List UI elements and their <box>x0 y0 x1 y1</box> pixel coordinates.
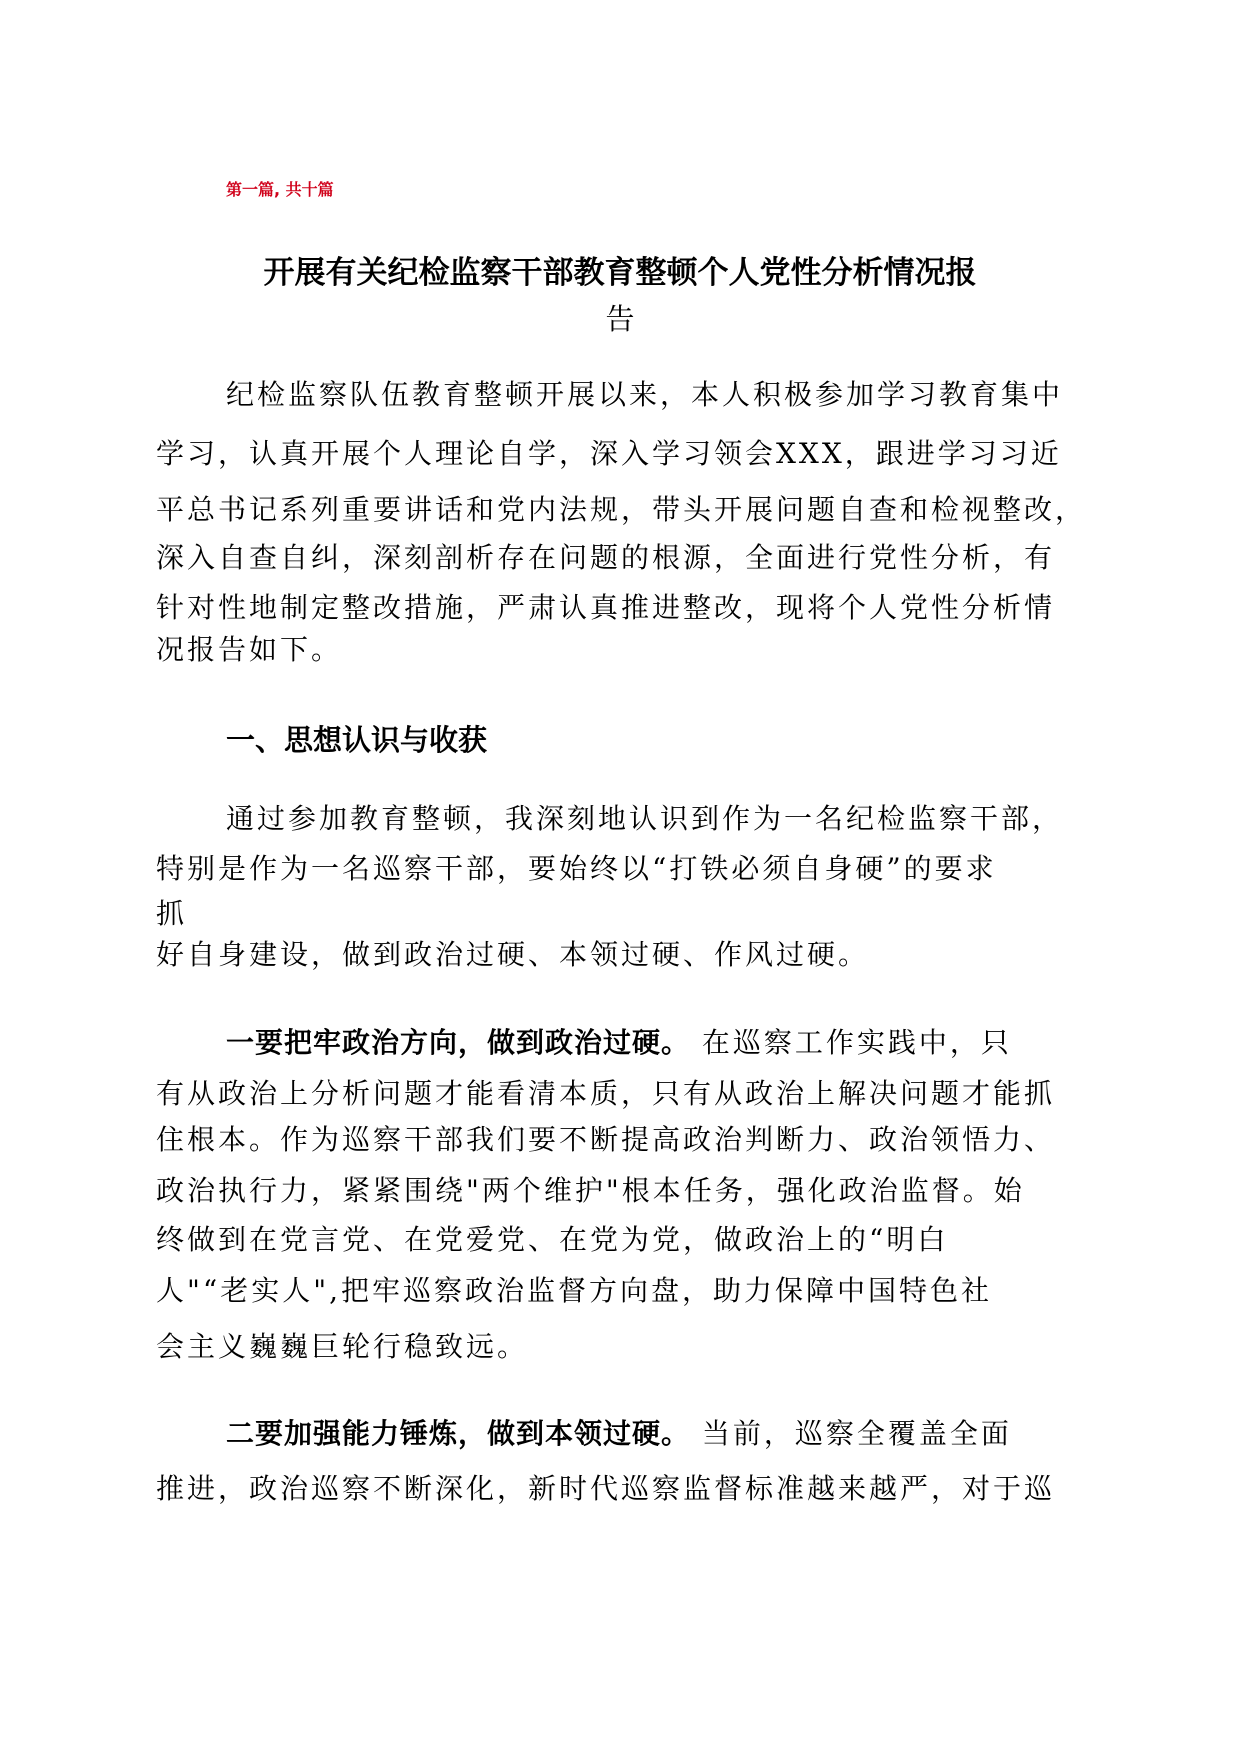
intro-line: 纪检监察队伍教育整顿开展以来，本人积极参加学习教育集中 <box>226 378 1064 411</box>
paragraph-line: 有从政治上分析问题才能看清本质，只有从政治上解决问题才能抓 <box>156 1077 1056 1110</box>
paragraph-line <box>226 1026 1012 1059</box>
document-title-line-2: 告 <box>605 302 635 336</box>
intro-line: 学习，认真开展个人理论自学，深入学习领会XXX，跟进学习习近 <box>156 437 1062 470</box>
intro-line: 针对性地制定整改措施，严肃认真推进整改，现将个人党性分析情 <box>156 591 1056 624</box>
paragraph-lead: 二要加强能力锤炼，做到本领过硬。 <box>226 1417 691 1450</box>
paragraph-line <box>226 1417 1012 1450</box>
paragraph-line: 人"“老实人",把牢巡察政治监督方向盘，助力保障中国特色社 <box>156 1274 992 1307</box>
section-heading: 一、思想认识与收获 <box>226 723 488 757</box>
paragraph-line: 好自身建设，做到政治过硬、本领过硬、作风过硬。 <box>156 938 870 971</box>
paragraph-line: 终做到在党言党、在党爱党、在党为党，做政治上的“明白 <box>156 1223 949 1256</box>
paragraph-lead: 一要把牢政治方向，做到政治过硬。 <box>226 1026 691 1059</box>
intro-line: 深入自查自纠，深刻剖析存在问题的根源，全面进行党性分析，有 <box>156 541 1056 574</box>
paragraph-line: 住根本。作为巡察干部我们要不断提高政治判断力、政治领悟力、 <box>156 1123 1056 1156</box>
intro-line: 平总书记系列重要讲话和党内法规，带头开展问题自查和检视整改， <box>156 493 1087 526</box>
intro-line: 况报告如下。 <box>156 633 343 666</box>
paragraph-line: 抓 <box>156 897 188 930</box>
paragraph-line: 通过参加教育整顿，我深刻地认识到作为一名纪检监察干部， <box>226 802 1064 835</box>
paragraph-text: 在巡察工作实践中，只 <box>690 1026 1012 1059</box>
paragraph-line: 会主义巍巍巨轮行稳致远。 <box>156 1330 529 1363</box>
paragraph-line: 政治执行力，紧紧围绕"两个维护"根本任务，强化政治监督。始 <box>156 1174 1025 1207</box>
paragraph-text: 当前，巡察全覆盖全面 <box>690 1417 1012 1450</box>
paragraph-line: 特别是作为一名巡察干部，要始终以“打铁必须自身硬”的要求 <box>156 852 997 885</box>
paragraph-line: 推进，政治巡察不断深化，新时代巡察监督标准越来越严，对于巡 <box>156 1472 1056 1505</box>
series-label: 第一篇, 共十篇 <box>226 180 334 199</box>
document-title-line-1: 开展有关纪检监察干部教育整顿个人党性分析情况报 <box>263 255 977 291</box>
